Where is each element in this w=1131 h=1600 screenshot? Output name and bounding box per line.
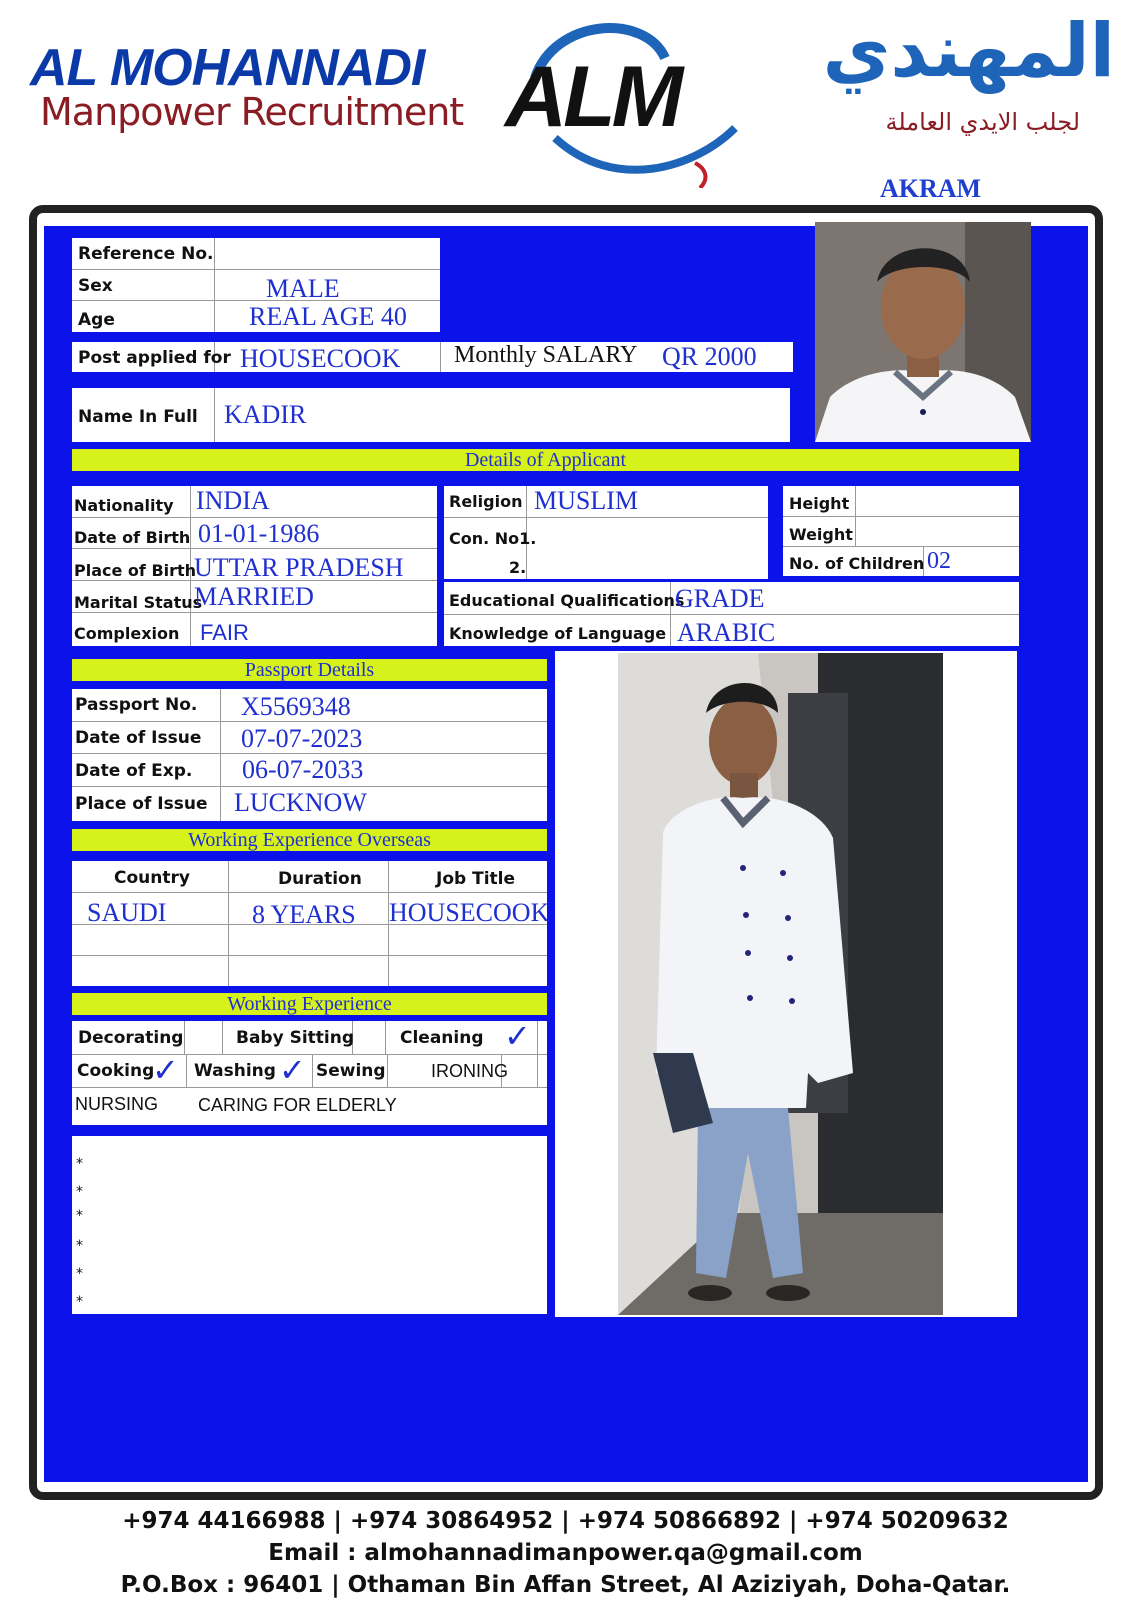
sex-label: Sex	[78, 276, 113, 296]
personal-details-table	[72, 486, 437, 646]
pob-label: Place of Birth	[74, 561, 197, 580]
cleaning-check-icon: ✓	[504, 1017, 531, 1055]
nationality-value: INDIA	[196, 486, 270, 515]
full-name-label: Name In Full	[78, 407, 198, 427]
pob-value: UTTAR PRADESH	[194, 553, 404, 582]
passport-table	[72, 689, 547, 821]
note-bullet: *	[76, 1156, 83, 1172]
experience-banner: Working Experience	[72, 993, 547, 1015]
note-bullet: *	[76, 1208, 83, 1224]
children-value: 02	[927, 548, 951, 574]
exp-ironing: IRONING	[431, 1061, 509, 1081]
religion-label: Religion	[449, 492, 523, 511]
salary-label: Monthly SALARY	[454, 342, 638, 368]
exp-caring-elderly: CARING FOR ELDERLY	[198, 1095, 397, 1115]
company-name-arabic: المهندي	[822, 8, 1115, 94]
applicant-headshot-photo	[815, 222, 1031, 442]
height-label: Height	[789, 494, 850, 513]
overseas-row-country: SAUDI	[87, 898, 167, 927]
post-label: Post applied for	[78, 348, 231, 368]
religion-value: MUSLIM	[534, 486, 639, 515]
full-name-row	[72, 388, 790, 442]
footer-phones: +974 44166988 | +974 30864952 | +974 50866892 | +974 50209632	[122, 1508, 1009, 1534]
washing-check-icon: ✓	[279, 1051, 306, 1089]
dob-value: 01-01-1986	[198, 519, 320, 548]
nationality-label: Nationality	[74, 496, 174, 515]
complexion-label: Complexion	[74, 624, 180, 643]
marital-label: Marital Status	[74, 593, 203, 612]
post-salary-row	[72, 342, 793, 372]
reference-label: Reference No.	[78, 244, 214, 264]
contact-1-label: Con. No1.	[449, 529, 537, 548]
sex-value: MALE	[266, 274, 340, 303]
physical-details-table	[783, 486, 1019, 576]
exp-cooking: Cooking	[77, 1061, 155, 1081]
overseas-banner: Working Experience Overseas	[72, 829, 547, 851]
notes-box	[72, 1136, 547, 1314]
full-name-value: KADIR	[224, 400, 307, 429]
overseas-col-duration: Duration	[278, 869, 362, 889]
marital-value: MARRIED	[194, 582, 314, 611]
religion-contact-table	[444, 486, 768, 579]
company-logo-text: ALM	[505, 49, 680, 145]
exp-washing: Washing	[194, 1061, 276, 1081]
exp-decorating: Decorating	[78, 1028, 184, 1048]
passport-place-label: Place of Issue	[75, 794, 208, 814]
complexion-value: FAIR	[200, 620, 249, 645]
experience-table	[72, 1017, 547, 1125]
passport-exp-value: 06-07-2033	[242, 755, 364, 784]
overseas-table	[72, 861, 550, 986]
overseas-row-duration: 8 YEARS	[252, 900, 356, 929]
passport-no-label: Passport No.	[75, 695, 198, 715]
education-language-table	[444, 582, 1019, 646]
children-label: No. of Children	[789, 554, 925, 573]
top-info-table	[72, 238, 440, 332]
note-bullet: *	[76, 1294, 83, 1310]
language-value: ARABIC	[677, 618, 776, 647]
exp-sewing: Sewing	[316, 1061, 386, 1081]
exp-cleaning: Cleaning	[400, 1028, 484, 1048]
note-bullet: *	[76, 1266, 83, 1282]
passport-issue-label: Date of Issue	[75, 728, 202, 748]
applicant-full-body-photo	[618, 653, 943, 1315]
education-value: GRADE	[675, 584, 765, 613]
exp-baby-sitting: Baby Sitting	[236, 1028, 355, 1048]
language-label: Knowledge of Language	[449, 624, 667, 643]
details-banner: Details of Applicant	[72, 449, 1019, 471]
contact-2-label: 2.	[509, 558, 527, 577]
post-value: HOUSECOOK	[240, 344, 401, 373]
overseas-row-job: HOUSECOOK	[389, 898, 550, 927]
company-name-english: AL MOHANNADI	[30, 39, 425, 97]
agent-name: AKRAM	[880, 174, 982, 203]
overseas-col-country: Country	[114, 868, 190, 888]
passport-exp-label: Date of Exp.	[75, 761, 193, 781]
weight-label: Weight	[789, 525, 853, 544]
education-label: Educational Qualifications	[449, 591, 685, 610]
passport-issue-value: 07-07-2023	[241, 724, 363, 753]
footer-email: Email : almohannadimanpower.qa@gmail.com	[268, 1540, 863, 1566]
passport-place-value: LUCKNOW	[234, 788, 367, 817]
company-tagline-english: Manpower Recruitment	[40, 90, 464, 134]
dob-label: Date of Birth	[74, 528, 191, 547]
exp-nursing: NURSING	[75, 1094, 159, 1114]
footer-address: P.O.Box : 96401 | Othaman Bin Affan Street, Al Aziziyah, Doha-Qatar.	[120, 1572, 1011, 1598]
age-label: Age	[78, 310, 115, 330]
age-value: REAL AGE 40	[249, 302, 407, 331]
note-bullet: *	[76, 1184, 83, 1200]
cooking-check-icon: ✓	[152, 1051, 179, 1089]
company-tagline-arabic: لجلب الايدي العاملة	[885, 108, 1080, 136]
passport-no-value: X5569348	[241, 692, 351, 721]
passport-banner: Passport Details	[72, 659, 547, 681]
salary-value: QR 2000	[662, 342, 757, 371]
full-body-photo-frame	[555, 651, 1017, 1317]
note-bullet: *	[76, 1238, 83, 1254]
overseas-col-job: Job Title	[436, 869, 515, 889]
